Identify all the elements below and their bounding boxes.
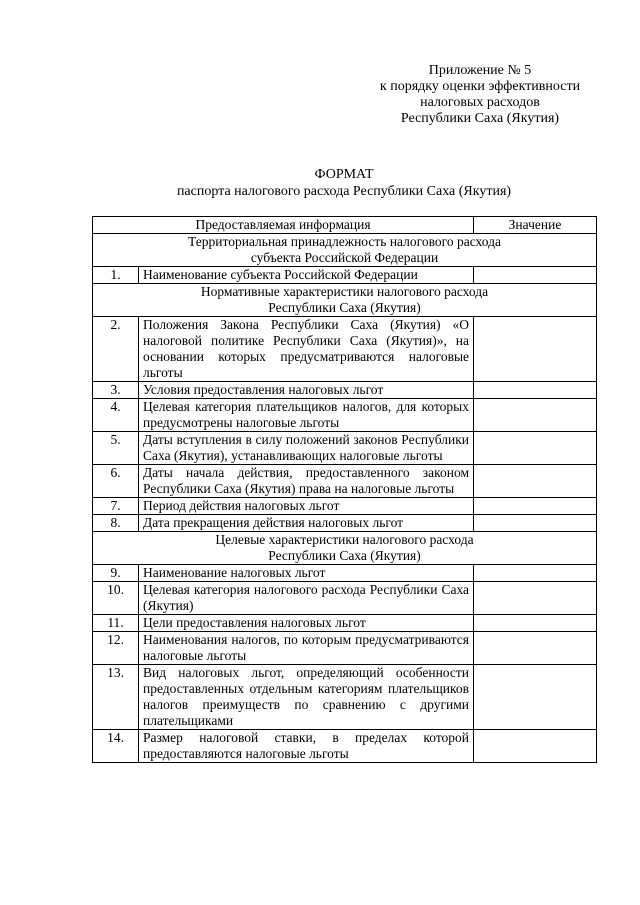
table-row — [93, 582, 597, 615]
table-header-row — [93, 217, 597, 234]
section-row — [93, 234, 597, 267]
row-text: Цели предоставления налоговых льгот — [139, 615, 474, 632]
appendix-line: налоговых расходов — [420, 95, 540, 110]
section-row — [93, 532, 597, 565]
row-value[interactable] — [474, 582, 597, 615]
passport-table — [92, 216, 597, 763]
table-row — [93, 515, 597, 532]
row-value[interactable] — [474, 382, 597, 399]
appendix-block — [340, 63, 620, 127]
table-row — [93, 498, 597, 515]
table-row — [93, 565, 597, 582]
appendix-line: к порядку оценки эффективности — [379, 79, 581, 94]
row-text: Даты начала действия, предоставленного законом Республики Саха (Якутия) права на налоговые льготы — [139, 465, 474, 498]
table-row — [93, 632, 597, 665]
table-row — [93, 465, 597, 498]
row-text: Целевая категория налогового расхода Республики Саха (Якутия) — [139, 582, 474, 615]
row-value[interactable] — [474, 498, 597, 515]
table-row — [93, 267, 597, 284]
section-title — [93, 284, 597, 317]
appendix-line: Приложение № 5 — [428, 63, 532, 78]
row-text: Дата прекращения действия налоговых льгот — [139, 515, 474, 532]
row-number: 8. — [93, 515, 139, 532]
row-value[interactable] — [474, 317, 597, 382]
row-number: 14. — [93, 730, 139, 763]
title-line: ФОРМАТ — [314, 167, 374, 182]
table-row — [93, 665, 597, 730]
row-value[interactable] — [474, 632, 597, 665]
appendix-line: Республики Саха (Якутия) — [400, 111, 560, 126]
row-text: Даты вступления в силу положений законов Республики Саха (Якутия), устанавливающих налоговые льготы — [139, 432, 474, 465]
section-title-line: Территориальная принадлежность налогового расхода — [188, 234, 501, 249]
row-number: 10. — [93, 582, 139, 615]
row-value[interactable] — [474, 465, 597, 498]
row-value[interactable] — [474, 665, 597, 730]
row-number: 13. — [93, 665, 139, 730]
row-text: Условия предоставления налоговых льгот — [139, 382, 474, 399]
section-row — [93, 284, 597, 317]
row-number: 6. — [93, 465, 139, 498]
row-value[interactable] — [474, 615, 597, 632]
row-value[interactable] — [474, 432, 597, 465]
section-title — [93, 532, 597, 565]
table-row — [93, 730, 597, 763]
row-text: Положения Закона Республики Саха (Якутия) «О налоговой политике Республики Саха (Якутия)», на основании которых предусматриваются налоговые льготы — [139, 317, 474, 382]
row-number: 2. — [93, 317, 139, 382]
row-text: Период действия налоговых льгот — [139, 498, 474, 515]
row-text: Наименования налогов, по которым предусматриваются налоговые льготы — [139, 632, 474, 665]
section-title-line: Нормативные характеристики налогового расхода — [200, 284, 489, 299]
row-number: 4. — [93, 399, 139, 432]
row-text: Целевая категория плательщиков налогов, для которых предусмотрены налоговые льготы — [139, 399, 474, 432]
title-line: паспорта налогового расхода Республики Саха (Якутия) — [176, 184, 512, 199]
document-title — [92, 166, 596, 200]
row-value[interactable] — [474, 730, 597, 763]
section-title-line: Республики Саха (Якутия) — [268, 300, 421, 315]
row-number: 7. — [93, 498, 139, 515]
section-title-line: Республики Саха (Якутия) — [268, 548, 421, 563]
row-value[interactable] — [474, 565, 597, 582]
section-title-line: субъекта Российской Федерации — [250, 250, 439, 265]
row-value[interactable] — [474, 515, 597, 532]
row-number: 12. — [93, 632, 139, 665]
table-row — [93, 615, 597, 632]
row-number: 1. — [93, 267, 139, 284]
header-info: Предоставляемая информация — [93, 217, 474, 234]
table-row — [93, 399, 597, 432]
row-value[interactable] — [474, 399, 597, 432]
row-text: Размер налоговой ставки, в пределах которой предоставляются налоговые льготы — [139, 730, 474, 763]
row-number: 11. — [93, 615, 139, 632]
table-row — [93, 317, 597, 382]
table-row — [93, 432, 597, 465]
row-text: Наименование налоговых льгот — [139, 565, 474, 582]
row-value[interactable] — [474, 267, 597, 284]
section-title — [93, 234, 597, 267]
row-number: 5. — [93, 432, 139, 465]
section-title-line: Целевые характеристики налогового расхода — [215, 532, 474, 547]
row-number: 3. — [93, 382, 139, 399]
header-value: Значение — [474, 217, 597, 234]
row-text: Наименование субъекта Российской Федерации — [139, 267, 474, 284]
table-row — [93, 382, 597, 399]
row-text: Вид налоговых льгот, определяющий особенности предоставленных отдельным категориям плательщиков налогов преимуществ по сравнению с другими плательщиками — [139, 665, 474, 730]
row-number: 9. — [93, 565, 139, 582]
